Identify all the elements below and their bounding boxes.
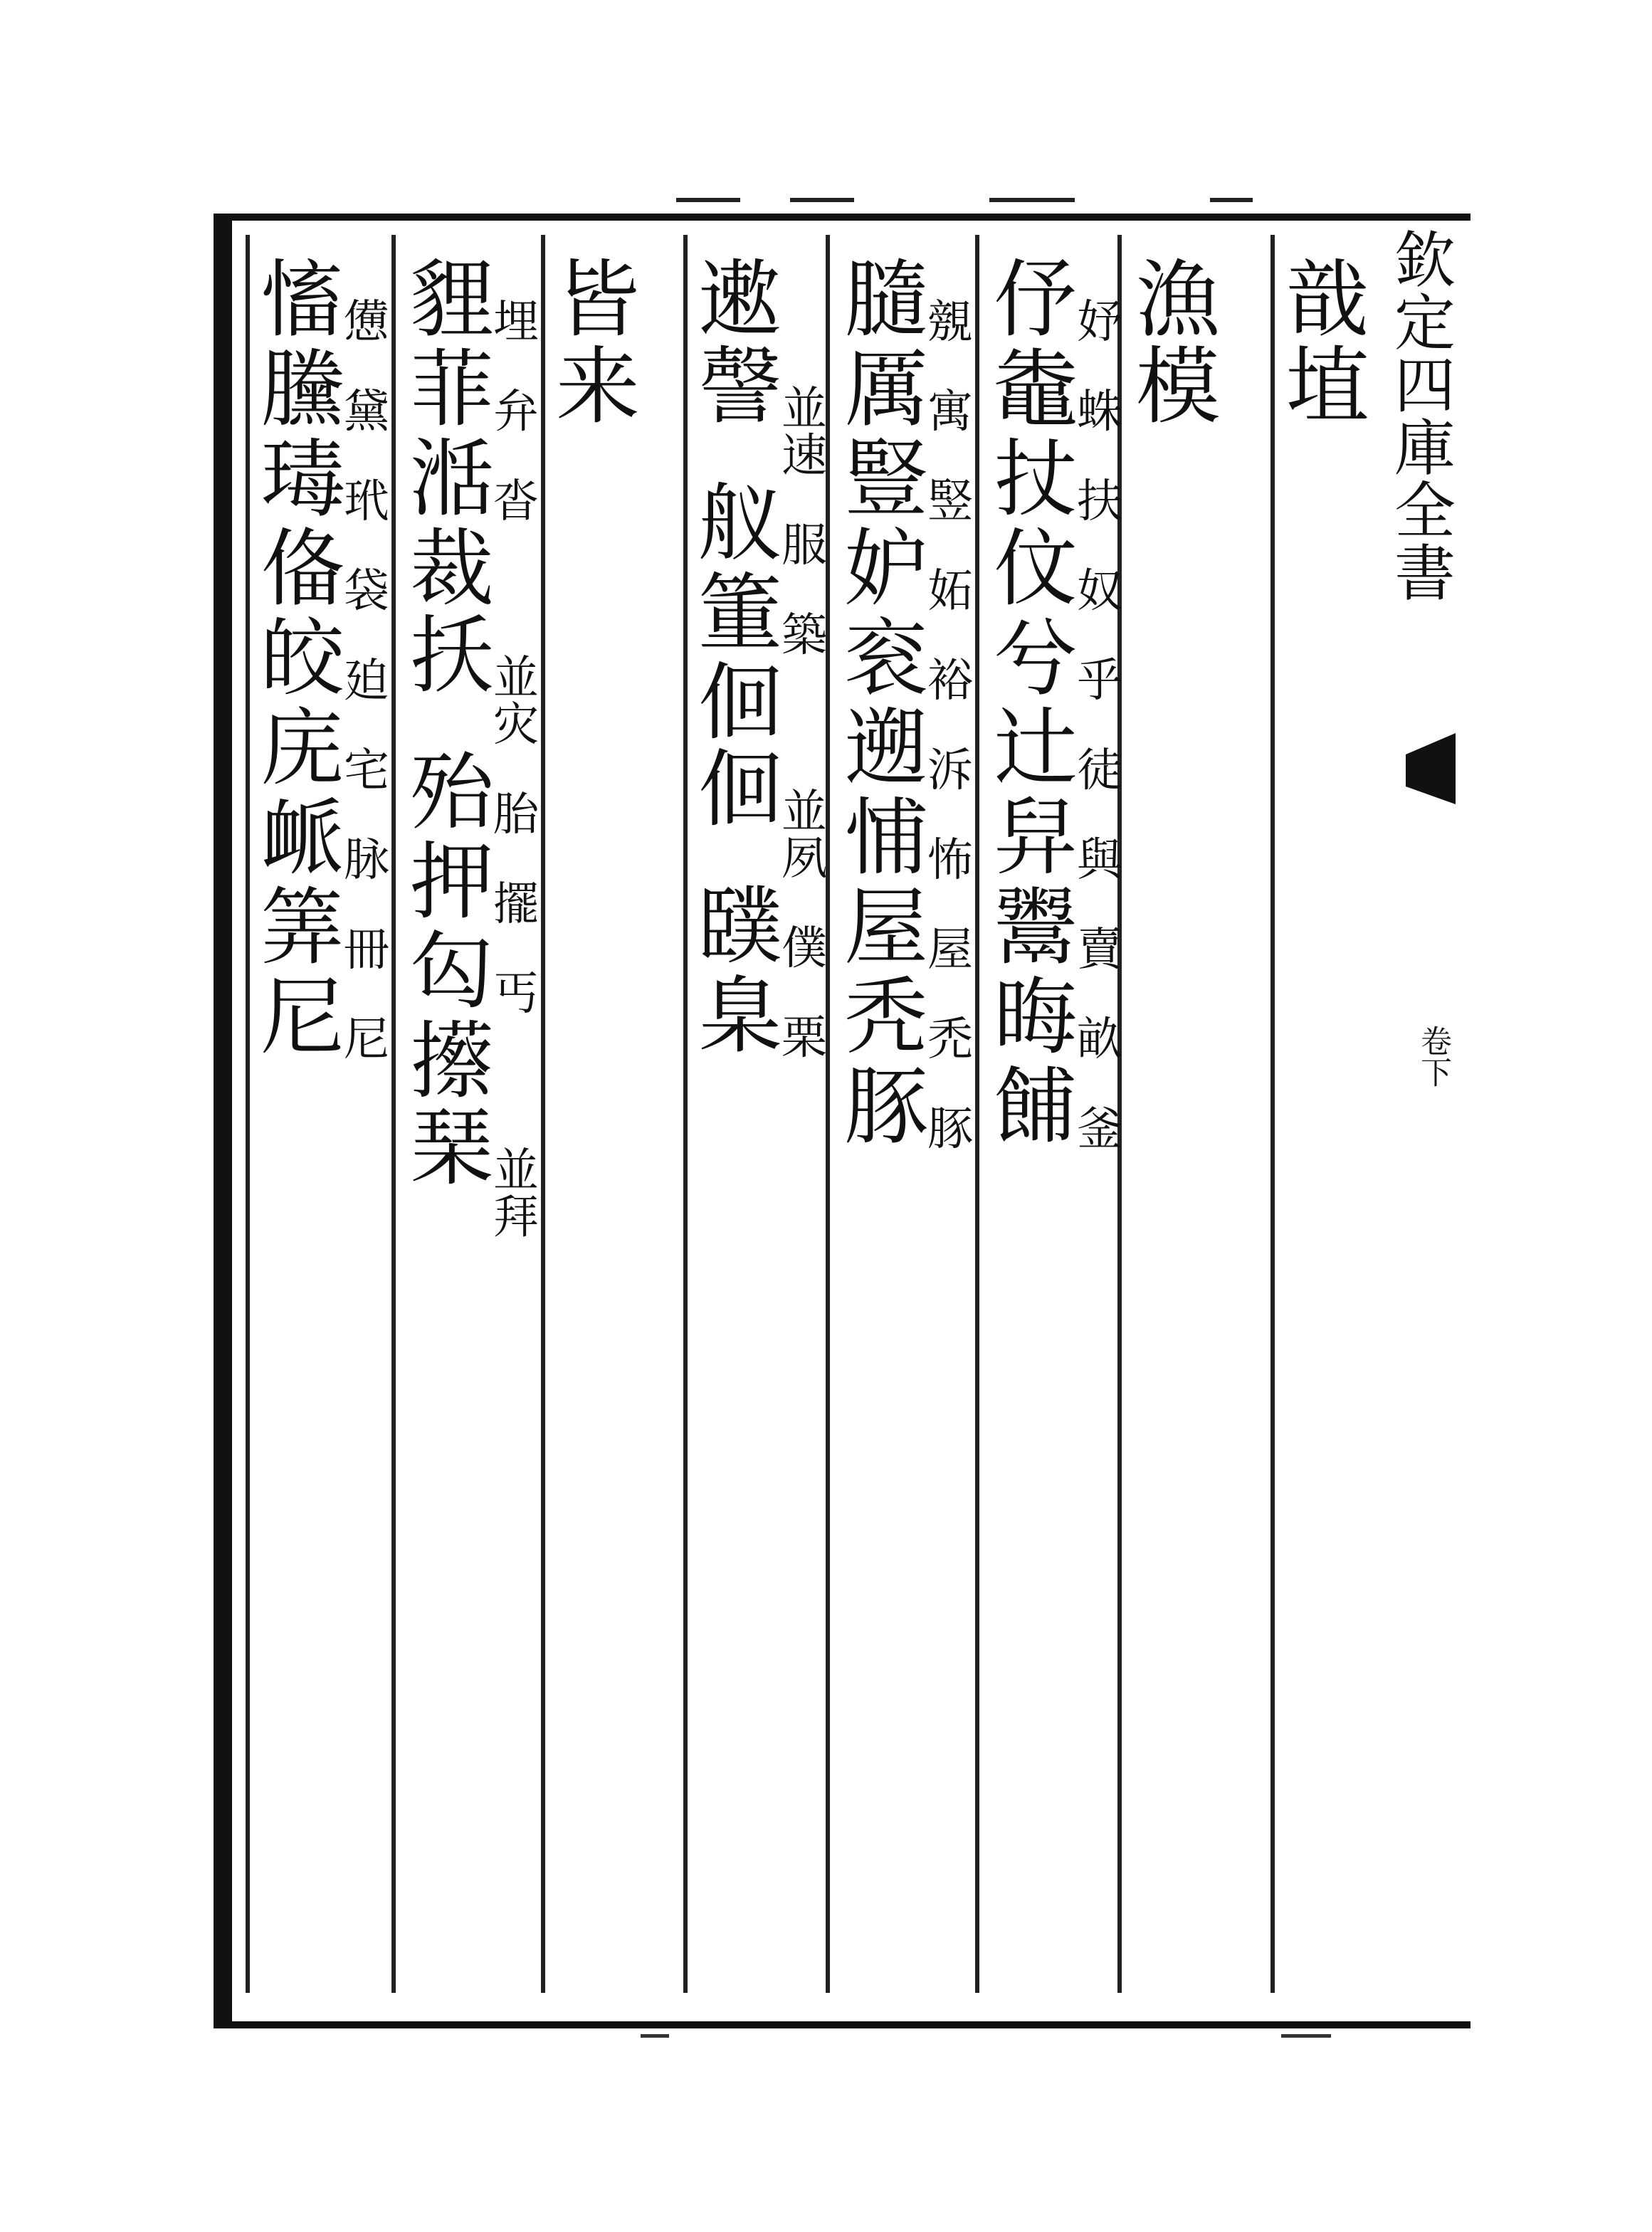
head-character: 衮 [843,609,928,707]
glyph-entry [406,922,541,1021]
head-character: 晦 [993,968,1078,1066]
glyph-entry [840,520,975,618]
head-character: 膸 [843,251,928,349]
top-tick [676,198,740,202]
head-character: 伃 [993,251,1078,349]
glyph-entry [256,340,391,438]
glyph-entry [256,430,391,528]
gloss-character: 服 [782,520,827,572]
gloss-character: 尼 [344,1014,389,1066]
head-character: 琹 [409,1099,494,1197]
glyph-entry [989,878,1125,976]
gloss-character: 並拜 [493,1144,539,1244]
gloss-character: 禿 [927,1014,973,1066]
glyph-entry [840,609,975,707]
gloss-character: 泝 [927,744,973,797]
glyph-entry [840,430,975,528]
gloss-character: 賣 [1077,924,1122,976]
head-character: 皆 [555,251,640,349]
gloss-character: 竪 [927,475,973,528]
top-tick [790,198,854,202]
head-character: 秃 [843,968,928,1066]
head-character: 屋 [843,878,928,976]
glyph-entry [256,520,391,618]
head-character: 来 [555,337,640,436]
side-juan: 卷下 [1415,1025,1451,1088]
glyph-entry [256,251,391,349]
gloss-character: 築 [782,609,827,662]
text-column-1 [1281,242,1424,1986]
gloss-character: 廹 [344,655,389,707]
head-character: 妒 [843,520,928,618]
head-character: 鬻 [993,878,1078,976]
text-column-3 [989,242,1132,1986]
glyph-entry [989,1058,1125,1156]
head-character: 俻 [260,520,344,618]
head-character: 殆 [409,743,494,841]
gloss-character: 屋 [927,924,973,976]
glyph-entry [552,337,644,436]
glyph-entry [989,430,1125,528]
glyph-entry [694,251,786,349]
head-character: 攃 [409,1012,494,1110]
glyph-entry [989,968,1125,1066]
head-character: 箽 [698,564,782,662]
glyph-entry [694,474,829,572]
gloss-character: 徒 [1077,744,1122,797]
glyph-entry [256,789,391,887]
gloss-character: 寓 [927,386,973,438]
text-column-5 [694,242,836,1986]
gloss-character: 妬 [927,565,973,618]
head-character: 兮 [993,609,1078,707]
gloss-character: 扶 [1077,475,1122,528]
glyph-entry [1132,251,1224,349]
glyph-entry [1132,337,1224,436]
head-character: 模 [1135,337,1220,436]
head-character: 豚 [843,1058,928,1156]
glyph-entry [840,251,975,349]
head-character: 遬 [698,251,782,349]
glyph-entry [256,699,391,797]
text-column-8 [256,242,399,1986]
gloss-character: 宅 [344,744,389,797]
head-character: 尼 [260,968,344,1066]
gloss-character: 弁 [493,386,539,438]
text-column-6 [552,242,694,1986]
head-character: 餔 [993,1058,1078,1156]
glyph-entry [840,789,975,887]
glyph-entry [694,740,829,885]
gloss-character: 胎 [493,789,539,841]
glyph-entry [1281,251,1374,349]
gloss-character: 蛛 [1077,386,1122,438]
gloss-character: 奴 [1077,565,1122,618]
glyph-entry [406,430,541,528]
gloss-character: 僕 [782,922,827,975]
gloss-character: 裕 [927,655,973,707]
head-character: 筭 [260,878,344,976]
gloss-character: 並夙 [782,786,827,885]
gloss-character: 與 [1077,834,1122,887]
head-character: 瑇 [260,430,344,528]
head-character: 裁 [409,520,494,618]
head-character: 漁 [1135,251,1220,349]
glyph-entry [840,340,975,438]
head-character: 舣 [698,474,782,572]
gloss-character: 並速 [782,383,827,483]
glyph-entry [840,1058,975,1156]
gloss-character: 袋 [344,565,389,618]
head-character: 庑 [260,699,344,797]
head-character: 鼄 [993,340,1078,438]
gloss-character: 丐 [493,968,539,1021]
glyph-entry [406,520,498,618]
head-character: 伩 [993,520,1078,618]
glyph-entry [694,337,829,483]
glyph-entry [256,968,391,1066]
glyph-entry [989,789,1125,887]
column-rule [246,235,250,1993]
side-title: 欽定四庫全書 [1384,228,1455,604]
glyph-entry [840,878,975,976]
glyph-entry [406,743,541,841]
glyph-entry [1281,337,1374,436]
top-tick [1210,198,1253,202]
text-column-7 [406,242,548,1986]
head-character: 衇 [260,789,344,887]
head-character: 戠 [1285,251,1369,349]
gloss-character: 栗 [782,1012,827,1065]
gloss-character: 黛 [344,386,389,438]
head-character: 謦 [698,337,782,436]
gloss-character: 豚 [927,1103,973,1156]
glyph-entry [694,967,829,1065]
head-character: 扙 [993,430,1078,528]
glyph-entry [840,699,975,797]
head-character: 悑 [843,789,928,887]
glyph-entry [840,968,975,1066]
head-character: 埴 [1285,337,1369,436]
top-tick [989,198,1075,202]
head-character: 黱 [260,340,344,438]
glyph-entry [406,1012,498,1110]
gloss-character: 並灾 [493,652,539,752]
gloss-character: 玳 [344,475,389,528]
glyph-entry [989,251,1125,349]
gloss-character: 怖 [927,834,973,887]
gloss-character: 擺 [493,878,539,931]
head-character: 扷 [409,606,494,705]
glyph-entry [694,653,786,752]
head-character: 臬 [698,967,782,1065]
head-character: 豎 [843,430,928,528]
gloss-character: 冊 [344,924,389,976]
head-character: 厲 [843,340,928,438]
head-character: 押 [409,833,494,931]
head-character: 菲 [409,340,494,438]
gloss-character: 脉 [344,834,389,887]
glyph-entry [694,877,829,975]
glyph-entry [694,564,829,662]
head-character: 舁 [993,789,1078,887]
gloss-character: 憊 [344,296,389,349]
head-character: 遡 [843,699,928,797]
gloss-character: 乎 [1077,655,1122,707]
gloss-character: 覫 [927,296,973,349]
bottom-tick [1281,2034,1331,2038]
text-column-4 [840,242,982,1986]
gloss-character: 妤 [1077,296,1122,349]
head-character: 佪 [698,653,782,752]
head-character: 慉 [260,251,344,349]
glyph-entry [406,606,541,752]
head-character: 貍 [409,251,494,349]
glyph-entry [256,878,391,976]
gloss-character: 沓 [493,475,539,528]
head-character: 湉 [409,430,494,528]
glyph-entry [256,609,391,707]
gloss-character: 埋 [493,296,539,349]
head-character: 辻 [993,699,1078,797]
glyph-entry [406,340,541,438]
glyph-entry [989,699,1125,797]
glyph-entry [989,609,1125,707]
head-character: 匃 [409,922,494,1021]
text-column-2 [1132,242,1274,1986]
glyph-entry [406,251,541,349]
glyph-entry [989,520,1125,618]
bottom-tick [641,2034,669,2038]
glyph-entry [406,833,541,931]
head-character: 䑑 [698,877,782,975]
glyph-entry [552,251,644,349]
glyph-entry [406,1099,541,1244]
gloss-character: 釜 [1077,1103,1122,1156]
gloss-character: 畝 [1077,1014,1122,1066]
head-character: 佪 [698,740,782,838]
glyph-entry [989,340,1125,438]
head-character: 皎 [260,609,344,707]
